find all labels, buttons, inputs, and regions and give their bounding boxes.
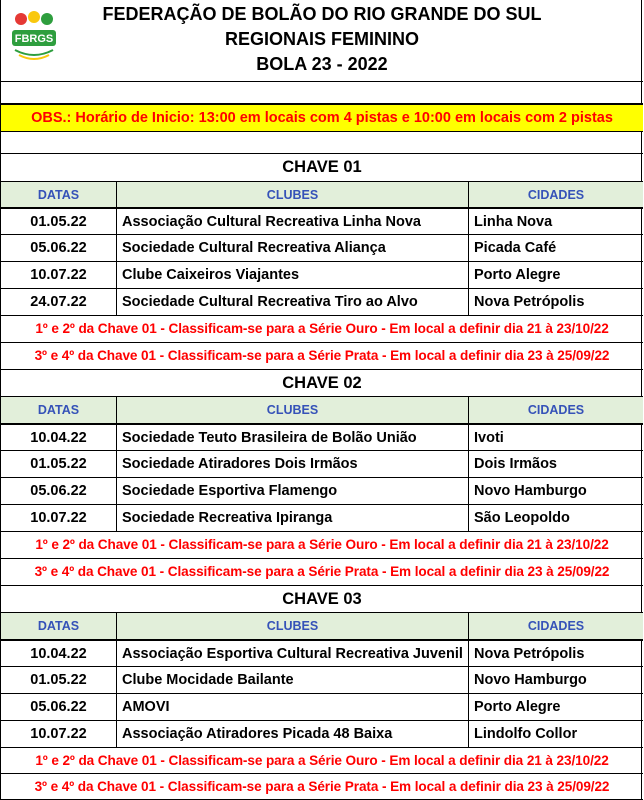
- clubs-header: CLUBES: [117, 613, 469, 639]
- table-row: [1, 640, 643, 667]
- club-cell: Associação Esportiva Cultural Recreativa Juvenil: [117, 641, 469, 666]
- gold-series-note: 1º e 2º da Chave 01 - Classificam-se para a Série Ouro - Em local a definir dia 21 à 23/10/22: [1, 532, 643, 559]
- group-title: CHAVE 03: [1, 586, 643, 613]
- club-cell: AMOVI: [117, 694, 469, 720]
- silver-series-note: 3º e 4º da Chave 01 - Classificam-se para a Série Prata - Em local a definir dia 23 à 25/09/22: [1, 559, 643, 586]
- dates-header: DATAS: [1, 613, 117, 639]
- city-cell: Linha Nova: [474, 213, 553, 230]
- date-cell: 01.05.22: [1, 667, 117, 693]
- club-cell: Clube Caixeiros Viajantes: [117, 262, 469, 288]
- city-cell: Lindolfo Collor: [474, 726, 578, 742]
- date-cell: 24.07.22: [1, 289, 117, 315]
- table-row: [1, 424, 643, 451]
- table-row: [1, 721, 643, 748]
- city-cell: Novo Hamburgo: [474, 483, 587, 499]
- group-title: CHAVE 01: [1, 154, 643, 182]
- spacer-row: [1, 132, 643, 154]
- city-cell: Novo Hamburgo: [474, 672, 587, 688]
- club-cell: Sociedade Atiradores Dois Irmãos: [117, 451, 469, 477]
- column-header-row: [1, 613, 643, 640]
- club-cell: Associação Atiradores Picada 48 Baixa: [117, 721, 469, 747]
- table-row: [1, 478, 643, 505]
- clubs-header: CLUBES: [117, 182, 469, 207]
- season-title: BOLA 23 - 2022: [256, 54, 388, 74]
- dates-header: DATAS: [1, 182, 117, 207]
- table-row: [1, 208, 643, 235]
- city-cell: Porto Alegre: [474, 699, 561, 715]
- cities-header: CIDADES: [527, 619, 585, 633]
- club-cell: Sociedade Esportiva Flamengo: [117, 478, 469, 504]
- table-row: [1, 235, 643, 262]
- federation-title: FEDERAÇÃO DE BOLÃO DO RIO GRANDE DO SUL: [102, 4, 542, 24]
- club-cell: Associação Cultural Recreativa Linha Nova: [117, 209, 469, 234]
- city-cell: Nova Petrópolis: [474, 645, 585, 662]
- table-row: [1, 262, 643, 289]
- document-header: [1, 0, 643, 82]
- date-cell: 05.06.22: [1, 478, 117, 504]
- gold-series-note: 1º e 2º da Chave 01 - Classificam-se para a Série Ouro - Em local a definir dia 21 à 23/10/22: [1, 316, 643, 343]
- date-cell: 01.05.22: [1, 451, 117, 477]
- column-header-row: [1, 397, 643, 424]
- group-title: CHAVE 02: [1, 370, 643, 397]
- start-time-note: OBS.: Horário de Inicio: 13:00 em locais com 4 pistas e 10:00 em locais com 2 pistas: [1, 104, 643, 132]
- city-cell: Picada Café: [474, 240, 557, 256]
- club-cell: Sociedade Cultural Recreativa Aliança: [117, 235, 469, 261]
- regionals-title: REGIONAIS FEMININO: [224, 29, 419, 49]
- silver-series-note: 3º e 4º da Chave 01 - Classificam-se para a Série Prata - Em local a definir dia 23 à 25/09/22: [1, 774, 643, 800]
- city-cell: Porto Alegre: [474, 267, 561, 283]
- gold-series-note: 1º e 2º da Chave 01 - Classificam-se para a Série Ouro - Em local a definir dia 21 à 23/10/22: [1, 748, 643, 774]
- club-cell: Sociedade Teuto Brasileira de Bolão União: [117, 425, 469, 450]
- logo-text: FBRGS: [14, 33, 54, 45]
- spacer-row: [1, 82, 643, 104]
- city-cell: São Leopoldo: [474, 510, 570, 526]
- table-row: [1, 694, 643, 721]
- cities-header: CIDADES: [527, 187, 585, 202]
- club-cell: Sociedade Recreativa Ipiranga: [117, 505, 469, 531]
- date-cell: 05.06.22: [1, 235, 117, 261]
- table-row: [1, 505, 643, 532]
- club-cell: Clube Mocidade Bailante: [117, 667, 469, 693]
- date-cell: 10.04.22: [1, 641, 117, 666]
- date-cell: 10.07.22: [1, 505, 117, 531]
- table-row: [1, 451, 643, 478]
- date-cell: 10.04.22: [1, 425, 117, 450]
- cities-header: CIDADES: [527, 403, 585, 417]
- date-cell: 10.07.22: [1, 262, 117, 288]
- city-cell: Ivoti: [474, 429, 504, 446]
- date-cell: 01.05.22: [1, 209, 117, 234]
- city-cell: Nova Petrópolis: [474, 294, 585, 310]
- city-cell: Dois Irmãos: [474, 456, 557, 472]
- date-cell: 05.06.22: [1, 694, 117, 720]
- clubs-header: CLUBES: [117, 397, 469, 423]
- table-row: [1, 667, 643, 694]
- dates-header: DATAS: [1, 397, 117, 423]
- table-row: [1, 289, 643, 316]
- date-cell: 10.07.22: [1, 721, 117, 747]
- club-cell: Sociedade Cultural Recreativa Tiro ao Alvo: [117, 289, 469, 315]
- column-header-row: [1, 182, 643, 208]
- silver-series-note: 3º e 4º da Chave 01 - Classificam-se para a Série Prata - Em local a definir dia 23 à 25/09/22: [1, 343, 643, 370]
